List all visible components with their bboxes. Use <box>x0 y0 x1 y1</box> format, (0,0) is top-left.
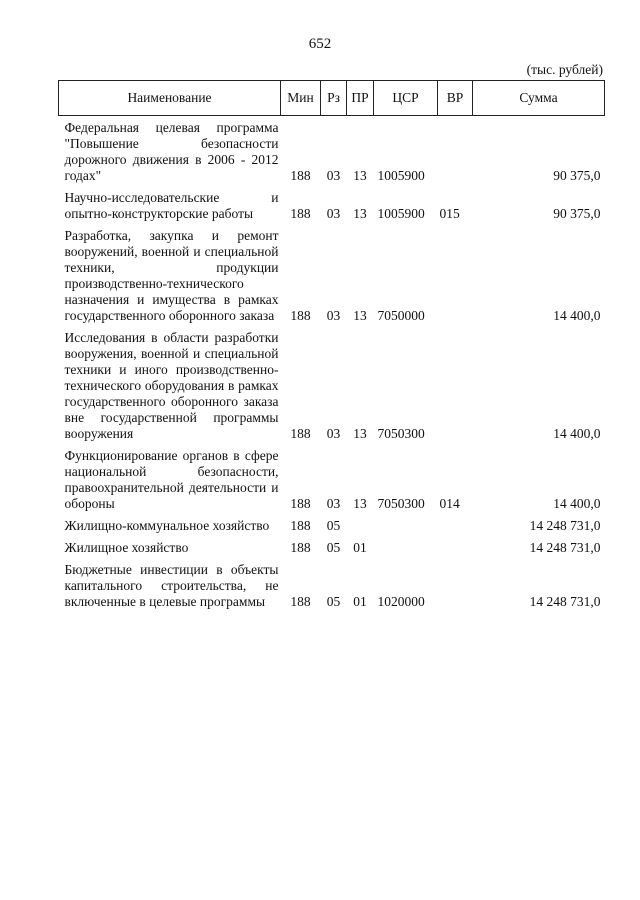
row-pr: 01 <box>353 540 367 555</box>
row-vr <box>438 518 473 540</box>
row-sum: 14 248 731,0 <box>529 518 601 533</box>
header-sum: Сумма <box>473 81 605 116</box>
row-min: 188 <box>290 496 311 511</box>
row-vr: 015 <box>439 206 460 221</box>
row-csr: 1005900 <box>377 168 425 183</box>
row-sum: 90 375,0 <box>553 206 601 221</box>
header-min: Мин <box>281 81 321 116</box>
row-csr: 7050000 <box>377 308 425 323</box>
row-name: Жилищное хозяйство <box>64 540 189 555</box>
row-vr <box>438 562 473 616</box>
row-min: 188 <box>290 426 311 441</box>
row-vr: 014 <box>439 496 460 511</box>
table-row <box>59 540 605 562</box>
row-name: Разработка, закупка и ремонт вооружений, военной и специальной техники, продукции производственно-технического назначения и имущества в рамках государственного оборонного заказа <box>64 228 279 323</box>
table-row <box>59 330 605 448</box>
row-sum: 90 375,0 <box>553 168 601 183</box>
row-csr <box>374 518 438 540</box>
table-row <box>59 116 605 191</box>
table-row <box>59 562 605 616</box>
table-row <box>59 448 605 518</box>
row-name: Функционирование органов в сфере национальной безопасности, правоохранительной деятельности и обороны <box>64 448 279 511</box>
row-pr: 13 <box>353 426 367 441</box>
row-name: Научно-исследовательские и опытно-конструкторские работы <box>64 190 279 221</box>
row-sum: 14 248 731,0 <box>529 594 601 609</box>
header-name: Наименование <box>59 81 281 116</box>
table-row <box>59 228 605 330</box>
row-min: 188 <box>290 518 311 533</box>
budget-table <box>58 80 605 616</box>
row-csr <box>374 540 438 562</box>
row-csr: 7050300 <box>377 496 425 511</box>
row-csr: 1005900 <box>377 206 425 221</box>
row-vr <box>438 228 473 330</box>
row-rz: 05 <box>326 518 341 533</box>
page-number: 652 <box>308 36 332 52</box>
row-sum: 14 400,0 <box>553 426 601 441</box>
header-csr: ЦСР <box>374 81 438 116</box>
row-rz: 03 <box>326 496 341 511</box>
units-note: (тыс. рублей) <box>526 62 603 77</box>
row-pr <box>347 518 374 540</box>
row-name: Исследования в области разработки вооружения, военной и специальной техники и иного производственно-технического оборудования в рамках государственного оборонного заказа вне государственной программы вооружения <box>64 330 279 441</box>
row-sum: 14 248 731,0 <box>529 540 601 555</box>
row-vr <box>438 540 473 562</box>
row-csr: 7050300 <box>377 426 425 441</box>
row-vr <box>438 330 473 448</box>
row-rz: 03 <box>326 308 341 323</box>
header-rz: Рз <box>321 81 347 116</box>
row-min: 188 <box>290 206 311 221</box>
header-pr: ПР <box>347 81 374 116</box>
row-rz: 05 <box>326 594 341 609</box>
row-min: 188 <box>290 540 311 555</box>
table-row <box>59 190 605 228</box>
row-min: 188 <box>290 308 311 323</box>
row-min: 188 <box>290 168 311 183</box>
row-vr <box>438 116 473 191</box>
row-rz: 03 <box>326 426 341 441</box>
header-vr: ВР <box>438 81 473 116</box>
row-rz: 03 <box>326 168 341 183</box>
table-header-row <box>59 81 605 116</box>
row-name: Бюджетные инвестиции в объекты капитального строительства, не включенные в целевые программы <box>64 562 279 609</box>
row-csr: 1020000 <box>377 594 425 609</box>
table-row <box>59 518 605 540</box>
row-name: Федеральная целевая программа "Повышение безопасности дорожного движения в 2006 - 2012 годах" <box>64 120 279 183</box>
row-sum: 14 400,0 <box>553 496 601 511</box>
row-name: Жилищно-коммунальное хозяйство <box>64 518 270 533</box>
row-rz: 05 <box>326 540 341 555</box>
row-pr: 13 <box>353 308 367 323</box>
row-rz: 03 <box>326 206 341 221</box>
row-sum: 14 400,0 <box>553 308 601 323</box>
row-min: 188 <box>290 594 311 609</box>
row-pr: 13 <box>353 206 367 221</box>
row-pr: 13 <box>353 496 367 511</box>
row-pr: 13 <box>353 168 367 183</box>
row-pr: 01 <box>353 594 367 609</box>
